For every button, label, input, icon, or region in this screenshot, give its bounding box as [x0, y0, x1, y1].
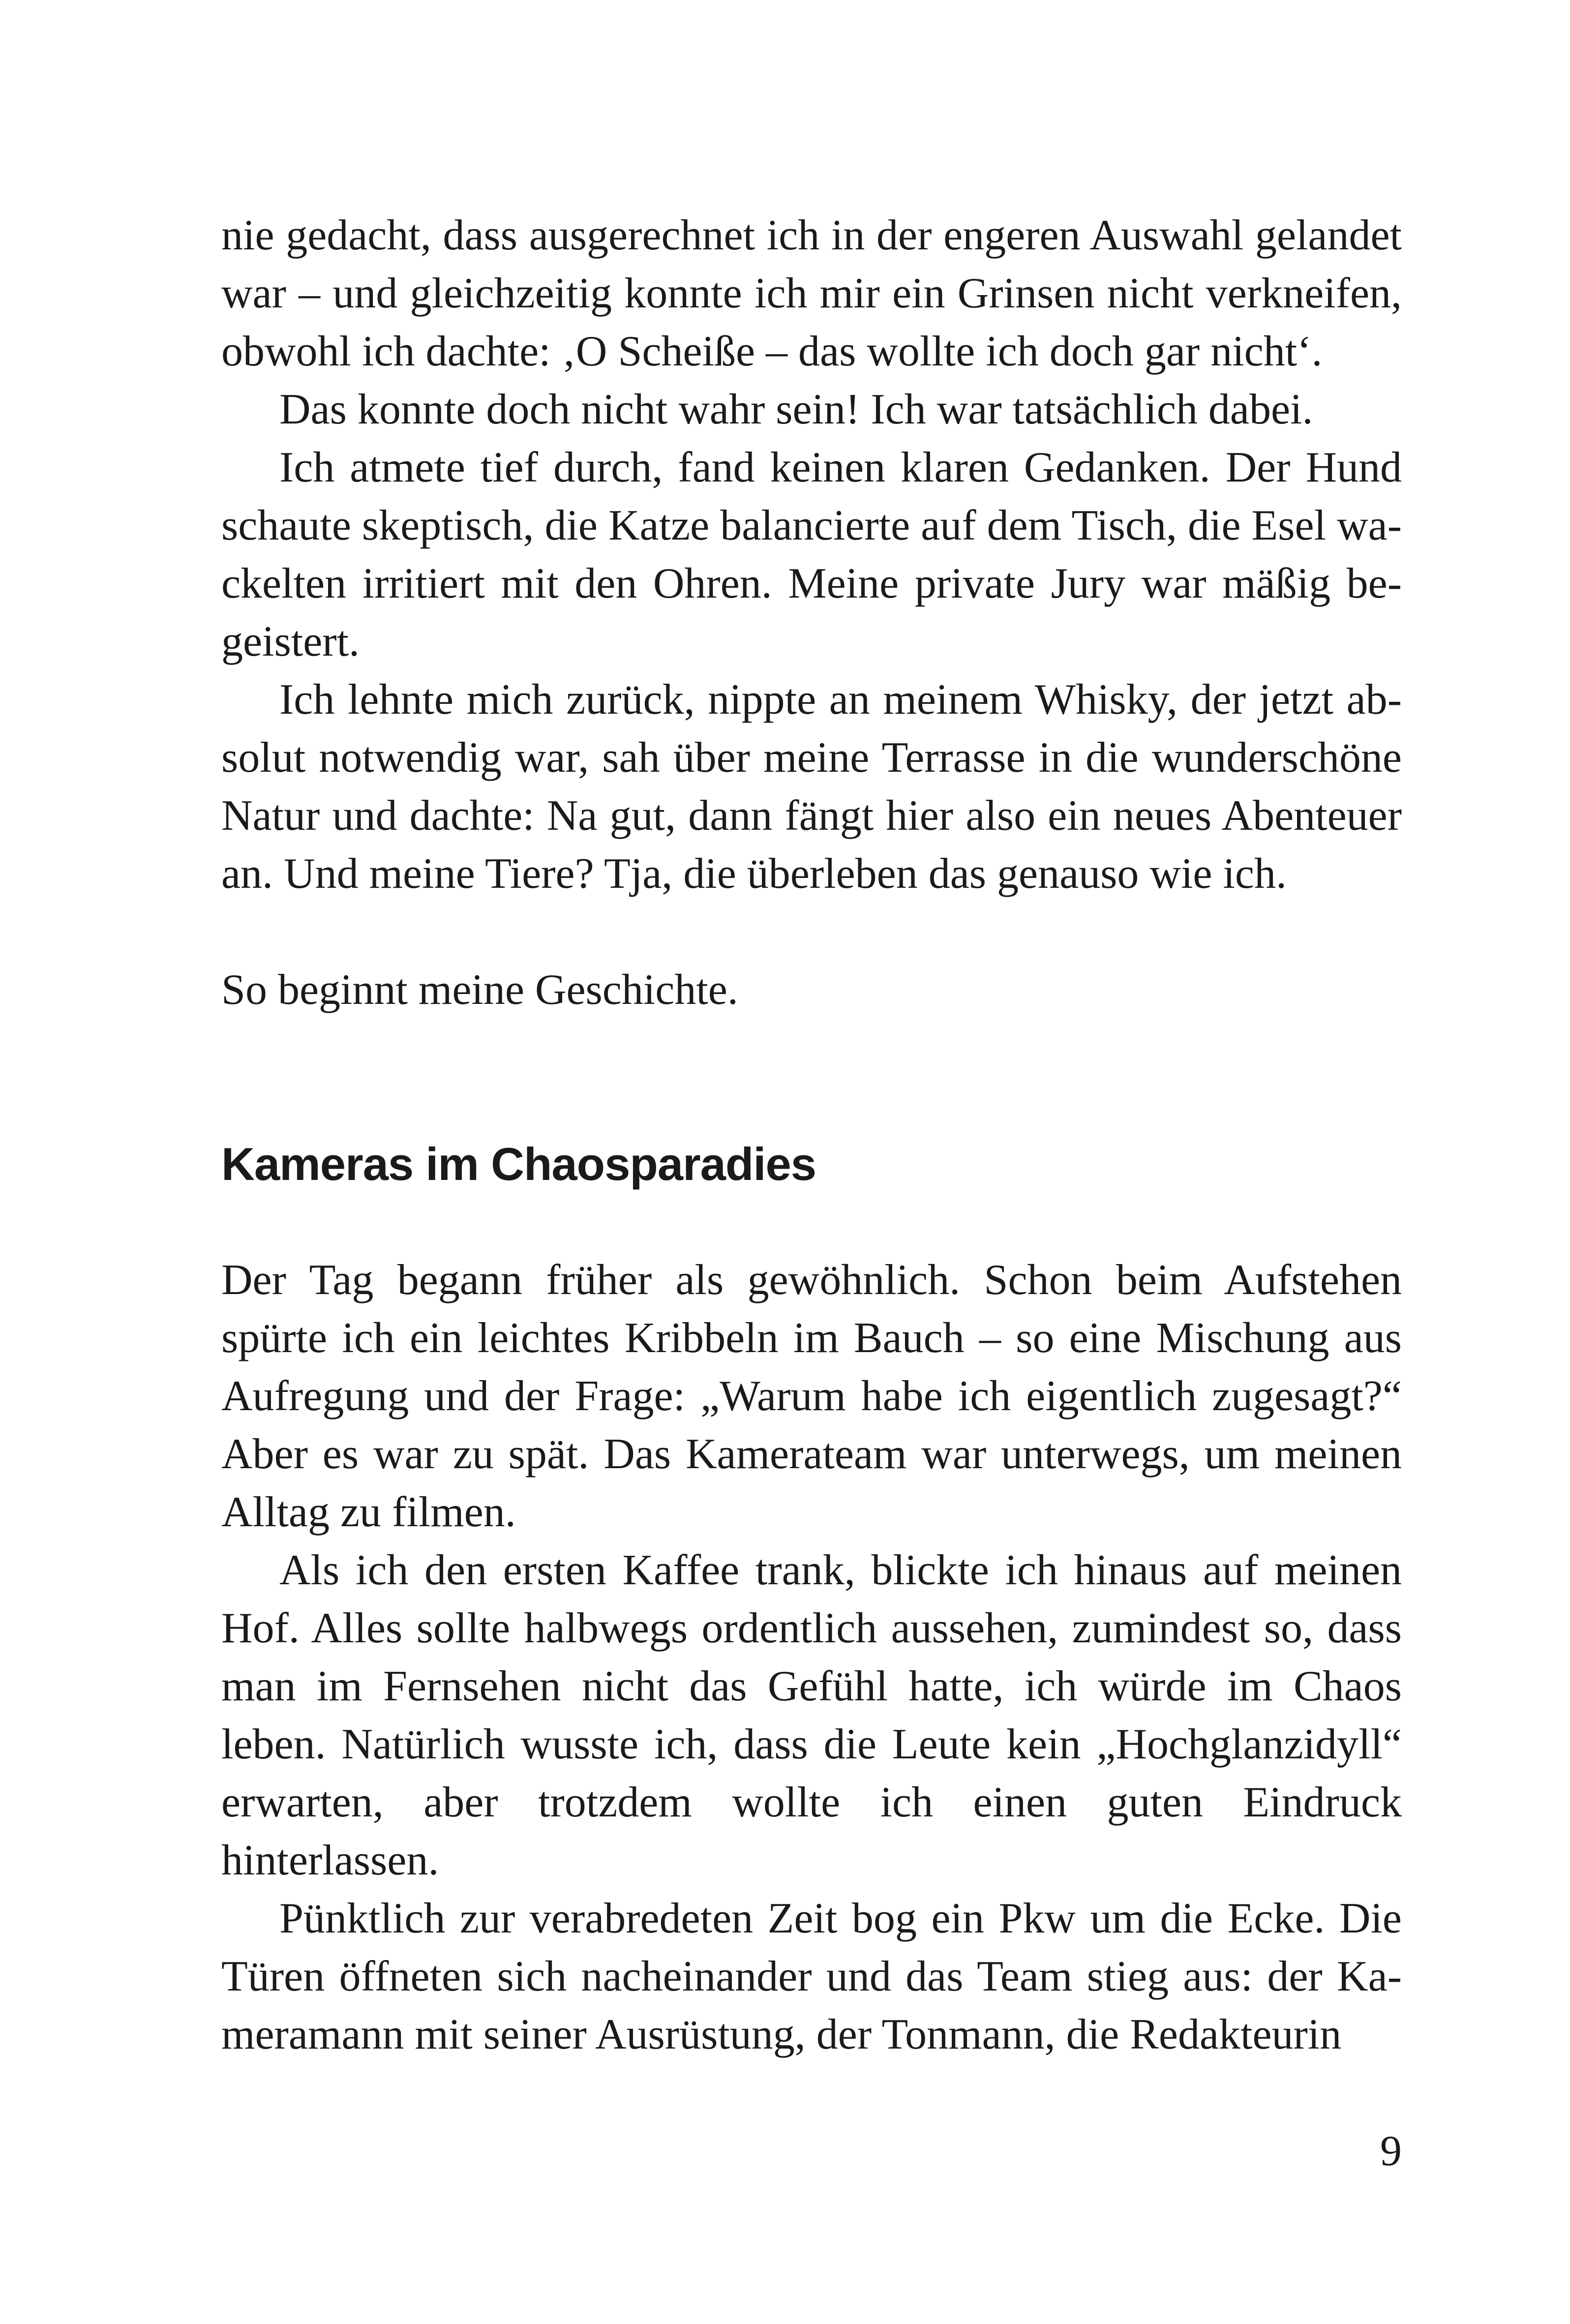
book-page	[221, 207, 1402, 2064]
blank-line	[221, 903, 1402, 961]
section-paragraph-3: Pünktlich zur verabredeten Zeit bog ein Pkw um die Ecke. Die Türen öffneten sich nacheinander und das Team stieg aus: der Kameramann mit seiner Ausrüstung, der Tonmann, die Redakteurin	[221, 1895, 1402, 2058]
paragraph-1: nie gedacht, dass ausgerechnet ich in der engeren Auswahl gelandet war – und gleichzeitig konnte ich mir ein Grinsen nicht verkneifen, obwohl ich dachte: ‚O Scheiße – das wollte ich doch gar nicht‘.	[221, 211, 1402, 375]
section-heading: Kameras im Chaosparadies	[221, 1138, 816, 1190]
page-number: 9	[1380, 2127, 1402, 2175]
section-gap	[221, 1019, 1402, 1135]
closing-line: So beginnt meine Geschichte.	[221, 966, 738, 1014]
paragraph-3: Ich atmete tief durch, fand keinen klaren Gedanken. Der Hund schaute skeptisch, die Katze balancierte auf dem Tisch, die Esel wackelten irritiert mit den Ohren. Meine private Jury war mäßig begeistert.	[221, 444, 1402, 665]
section-paragraph-2: Als ich den ersten Kaffee trank, blickte ich hinaus auf meinen Hof. Alles sollte halbwegs ordentlich aussehen, zumindest so, dass man im Fernsehen nicht das Gefühl hatte, ich würde im Chaos leben. Natürlich wusste ich, dass die Leute kein „Hochglanzidyll“ erwarten, aber trotzdem wollte ich einen guten Eindruck hinterlassen.	[221, 1546, 1402, 1884]
heading-gap	[221, 1193, 1402, 1251]
paragraph-2: Das konnte doch nicht wahr sein! Ich war tatsächlich dabei.	[279, 386, 1313, 433]
paragraph-4: Ich lehnte mich zurück, nippte an meinem Whisky, der jetzt absolut notwendig war, sah über meine Terrasse in die wunderschöne Natur und dachte: Na gut, dann fängt hier also ein neues Abenteuer an. Und meine Tiere? Tja, die überleben das genauso wie ich.	[221, 676, 1402, 898]
section-paragraph-1: Der Tag begann früher als gewöhnlich. Schon beim Aufstehen spürte ich ein leichtes Kribbeln im Bauch – so eine Mischung aus Aufregung und der Frage: „Warum habe ich eigentlich zugesagt?“ Aber es war zu spät. Das Kamerateam war unterwegs, um meinen Alltag zu filmen.	[221, 1256, 1402, 1536]
